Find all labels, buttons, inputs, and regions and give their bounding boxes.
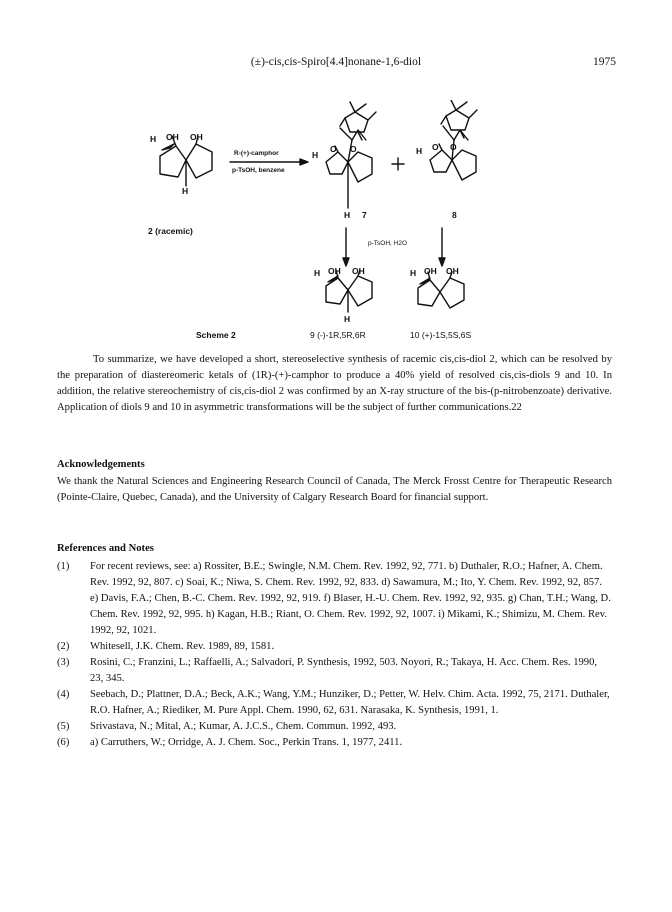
reference-text: Seebach, D.; Plattner, D.A.; Beck, A.K.; Wang, Y.M.; Hunziker, D.; Petter, W. Helv. Chim. Acta. 1992, 75, 2171. Duthaler, R.O. Hafner, A.; Riediker, M. Pure Appl. Chem. 1990, 62, 631. Narasaka, K. Synthesis, 1991, 1. xyxy=(90,689,610,716)
atom-h-label: H xyxy=(314,268,321,278)
references-heading: References and Notes xyxy=(57,543,154,554)
reference-text: Rosini, C.; Franzini, L.; Raffaelli, A.; Salvadori, P. Synthesis, 1992, 503. Noyori, R.; Takaya, H. Acc. Chem. Res. 1990, 23, 345. xyxy=(90,657,598,684)
reference-text: a) Carruthers, W.; Orridge, A. J. Chem. Soc., Perkin Trans. 1, 1977, 2411. xyxy=(90,737,403,748)
reaction-scheme xyxy=(140,100,560,362)
atom-oh-label: OH xyxy=(424,266,437,276)
structure-ketal-7 xyxy=(326,102,376,208)
references-list xyxy=(57,559,612,751)
compound-7-label: 7 xyxy=(362,210,367,220)
reference-item xyxy=(57,639,612,655)
running-title: (±)-cis,cis-Spiro[4.4]nonane-1,6-diol xyxy=(250,56,422,68)
reagent-camphor: R-(+)-camphor xyxy=(234,150,279,157)
structure-diol-9 xyxy=(326,270,372,312)
atom-h-label: H xyxy=(150,134,157,144)
reference-item xyxy=(57,655,612,687)
reference-text: Whitesell, J.K. Chem. Rev. 1989, 89, 1581. xyxy=(90,641,275,652)
atom-oh-label: OH xyxy=(328,266,341,276)
reference-number: (1) xyxy=(57,561,70,572)
compound-2-label: 2 (racemic) xyxy=(148,226,193,236)
atom-h-label: H xyxy=(416,146,423,156)
acknowledgements-heading: Acknowledgements xyxy=(57,459,145,470)
structure-diol-10 xyxy=(418,272,464,308)
atom-oh-label: OH xyxy=(190,132,203,142)
atom-o-label: O xyxy=(350,144,357,154)
reagent-ptsoh-benzene: p-TsOH, benzene xyxy=(232,167,285,174)
atom-oh-label: OH xyxy=(166,132,179,142)
structure-ketal-8 xyxy=(430,100,477,180)
atom-h-label: H xyxy=(312,150,319,160)
reference-number: (5) xyxy=(57,721,70,732)
page-number: 1975 xyxy=(593,56,616,68)
atom-oh-label: OH xyxy=(352,266,365,276)
reference-number: (6) xyxy=(57,737,70,748)
reference-text: Srivastava, N.; Mital, A.; Kumar, A. J.C.S., Chem. Commun. 1992, 493. xyxy=(90,721,397,732)
reference-item xyxy=(57,719,612,735)
structure-diol-2 xyxy=(160,136,212,186)
acknowledgements-text: We thank the Natural Sciences and Engineering Research Council of Canada, The Merck Frosst Centre for Therapeutic Research (Pointe-Claire, Quebec, Canada), and the University of Calgary Research Board for financial support. xyxy=(57,476,612,503)
atom-oh-label: OH xyxy=(446,266,459,276)
reference-item xyxy=(57,559,612,639)
reagent-hydrolysis: p-TsOH, H2O xyxy=(368,240,408,247)
atom-h-label: H xyxy=(410,268,417,278)
reference-number: (4) xyxy=(57,689,70,700)
atom-o-label: O xyxy=(432,142,439,152)
atom-h-label: H xyxy=(344,314,351,324)
atom-h-label: H xyxy=(182,186,189,196)
reference-number: (3) xyxy=(57,657,70,668)
reference-text: For recent reviews, see: a) Rossiter, B.E.; Swingle, N.M. Chem. Rev. 1992, 92, 771. b) Duthaler, R.O.; Hafner, A. Chem. Rev. 1992, 92, 807. c) Soai, K.; Niwa, S. Chem. Rev. 1992, 92, 833. d) Sawamura, M.; Ito, Y. Chem. Rev. 1992, 92, 857. e) Davis, F.A.; Chen, B.-C. Chem. Rev. 1992, 92, 919. f) Blaser, H.-U. Chem. Rev. 1992, 92, 935. g) Chan, T.H.; Wang, D. Chem. Rev. 1992, 92, 995. h) Kagan, H.B.; Riant, O. Chem. Rev. 1992, 92, 1007. i) Mikami, K.; Shimizu, M. Chem. Rev. 1992, 92, 1021. xyxy=(90,561,611,636)
scheme-caption: Scheme 2 xyxy=(196,330,236,340)
reference-item xyxy=(57,735,612,751)
reference-item xyxy=(57,687,612,719)
atom-o-label: O xyxy=(450,142,457,152)
compound-10-label: 10 (+)-1S,5S,6S xyxy=(410,330,472,340)
compound-9-label: 9 (-)-1R,5R,6R xyxy=(310,330,366,340)
atom-o-label: O xyxy=(330,144,337,154)
summary-paragraph: To summarize, we have developed a short, stereoselective synthesis of racemic cis,cis-diol 2, which can be resolved by the preparation of diastereomeric ketals of (1R)-(+)-camphor to produce a 40% yield of resolved cis,cis-diols 9 and 10. In addition, the relative stereochemistry of cis,cis-diol 2 was confirmed by an X-ray structure of the bis-(p-nitrobenzoate) derivative. Application of diols 9 and 10 in asymmetric transformations will be the subject of further communications.22 xyxy=(57,354,612,413)
atom-h-label: H xyxy=(344,210,351,220)
reference-number: (2) xyxy=(57,641,70,652)
compound-8-label: 8 xyxy=(452,210,457,220)
